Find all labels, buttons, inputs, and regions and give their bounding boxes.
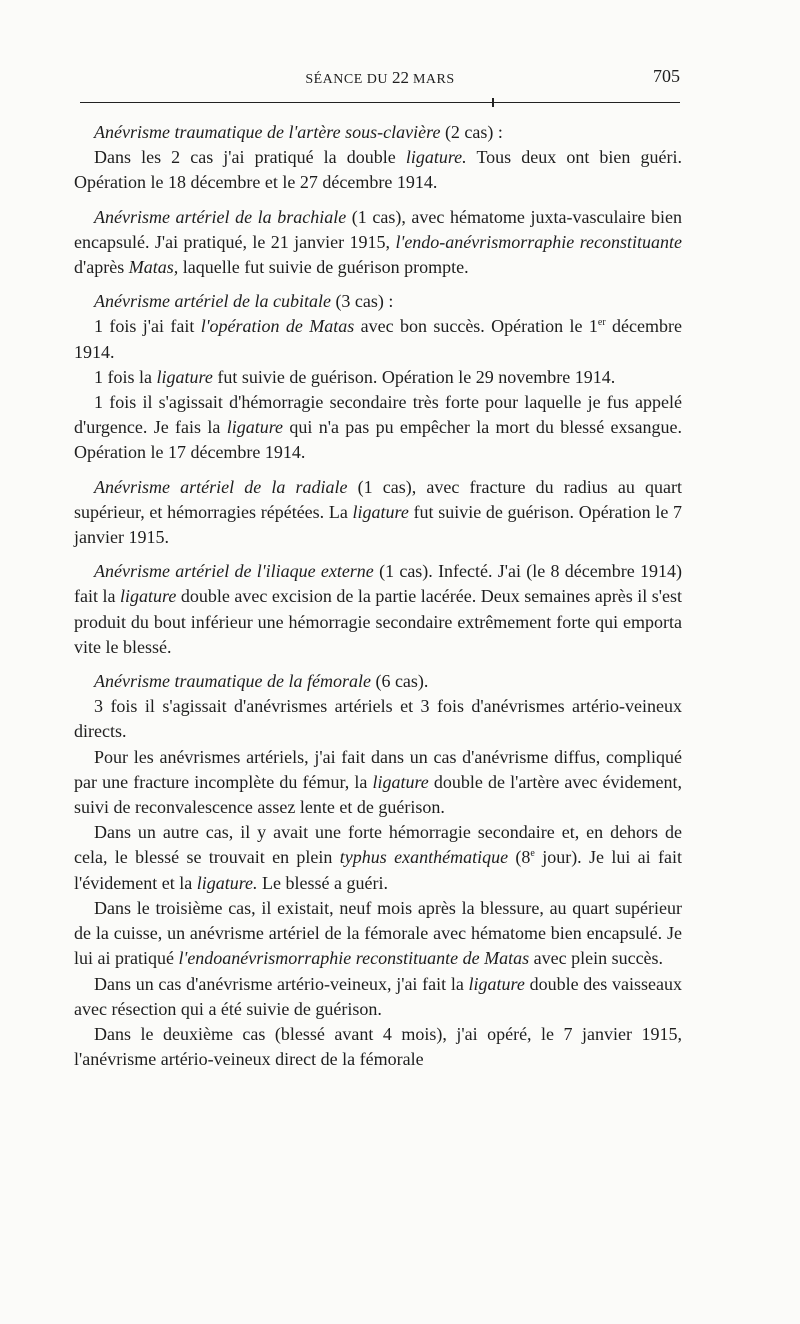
paragraph-p9 (74, 559, 682, 660)
text-run: Dans un cas d'anévrisme artério-veineux, j'ai fait la (94, 973, 469, 994)
session-month: MARS (412, 72, 455, 87)
text-run: avec bon succès. Opération le 1 (354, 316, 598, 337)
italic-run: l'endo-anévrismorraphie reconstituante (395, 231, 683, 252)
header-rule (80, 102, 680, 103)
italic-run: ligature (156, 366, 213, 387)
italic-run: Anévrisme artériel de la brachiale (94, 206, 347, 227)
text-run: (1 cas), avec fracture du radius au quart supérieur, et hémorragies répétées. La (74, 476, 682, 522)
text-run: 3 fois il s'agissait d'anévrismes artériels et 3 fois d'anévrismes artério-veineux directs. (74, 696, 682, 742)
italic-run: Matas, (128, 257, 179, 278)
text-run: qui n'a pas pu empêcher la mort du blessé exsangue. Opération le 17 décembre 1914. (74, 417, 682, 463)
italic-run: typhus exanthématique (339, 847, 509, 868)
running-head (80, 68, 680, 90)
paragraph-p14 (74, 896, 682, 972)
text-run: Pour les anévrismes artériels, j'ai fait dans un cas d'anévrisme diffus, compliqué par une fracture incomplète du fémur, la (74, 746, 682, 792)
paragraph-p1 (74, 120, 682, 145)
session-day: 22 (391, 68, 409, 87)
italic-run: ligature. (196, 872, 258, 893)
italic-run: ligature (352, 501, 409, 522)
text-run: Tous deux ont bien guéri. Opération le 18 décembre et le 27 décembre 1914. (74, 147, 682, 193)
text-run: 1 fois il s'agissait d'hémorragie secondaire très forte pour laquelle je fus appelé d'urgence. Je fais la (74, 392, 682, 438)
text-run: décembre 1914. (74, 316, 682, 362)
italic-run: Anévrisme traumatique de la fémorale (94, 671, 371, 692)
paragraph-p6 (74, 365, 682, 390)
text-run: double de l'artère avec évidement, suivi de reconvalescence assez lente et de guérison. (74, 771, 682, 818)
paragraph-p4 (74, 289, 682, 314)
text-run: avec plein succès. (529, 948, 664, 969)
text-run: laquelle fut suivie de guérison prompte. (178, 257, 469, 278)
text-run: (3 cas) : (330, 291, 394, 312)
paragraph-p16 (74, 1022, 682, 1072)
paragraph-p3 (74, 205, 682, 281)
text-run: 1 fois j'ai fait (94, 316, 201, 337)
text-run: (1 cas). Infecté. J'ai (le 8 décembre 1914) fait la (74, 561, 682, 607)
paragraph-p7 (74, 390, 682, 466)
text-run: jour). Je lui ai fait l'évidement et la (74, 847, 682, 893)
text-run: (2 cas) : (440, 122, 503, 142)
superscript: e (530, 848, 535, 860)
italic-run: ligature (372, 771, 429, 792)
paragraph-p5 (74, 314, 682, 364)
text-run: Dans un autre cas, il y avait une forte hémorragie secondaire et, en dehors de cela, le blessé se trouvait en plein (74, 822, 682, 868)
text-run: 1 fois la (94, 366, 157, 387)
text-run: (6 cas). (370, 671, 429, 692)
italic-run: l'endoanévrismorraphie reconstituante de Matas (178, 948, 530, 969)
italic-run: Anévrisme artériel de la cubitale (94, 291, 331, 312)
text-run: fut suivie de guérison. Opération le 7 janvier 1915. (74, 501, 682, 548)
text-run: double avec excision de la partie lacérée. Deux semaines après il s'est produit du bout inférieur une hémorragie secondaire extrêmement forte qui emporta vite le blessé. (74, 586, 682, 657)
page-number: 705 (653, 66, 680, 86)
italic-run: Anévrisme artériel de la radiale (94, 476, 348, 497)
text-run: double des vaisseaux avec résection qui a été suivie de guérison. (74, 973, 682, 1019)
paragraph-p11 (74, 694, 682, 744)
text-run: d'après (74, 257, 129, 278)
italic-run: ligature (120, 586, 177, 607)
paragraph-p12 (74, 745, 682, 821)
text-run: (8 (508, 847, 531, 868)
paragraph-p2 (74, 145, 682, 195)
italic-run: ligature (468, 973, 525, 994)
paragraph-p10 (74, 669, 682, 694)
italic-run: l'opération de Matas (200, 316, 355, 337)
text-run: Dans le troisième cas, il existait, neuf mois après la blessure, au quart supérieur de la cuisse, un anévrisme artériel de la fémorale avec hématome bien encapsulé. Je lui ai pratiqué (74, 897, 682, 969)
text-run: (1 cas), avec hématome juxta-vasculaire bien encapsulé. J'ai pratiqué, le 21 janvier 1915, (74, 206, 682, 252)
running-title (80, 68, 680, 88)
header-rule-mark (492, 98, 494, 107)
paragraph-p8 (74, 475, 682, 551)
text-run: Dans les 2 cas j'ai pratiqué la double (94, 147, 406, 168)
italic-run: Anévrisme artériel de l'iliaque externe (94, 561, 374, 582)
italic-run: ligature (226, 417, 284, 438)
superscript: er (597, 317, 606, 329)
text-run: fut suivie de guérison. Opération le 29 novembre 1914. (212, 366, 616, 387)
italic-run: Anévrisme traumatique de l'artère sous-clavière (94, 122, 441, 142)
text-run: Le blessé a guéri. (257, 872, 388, 893)
paragraph-p13 (74, 820, 682, 896)
seance-label: SÉANCE DU (305, 72, 388, 87)
text-run: Dans le deuxième cas (blessé avant 4 mois), j'ai opéré, le 7 janvier 1915, l'anévrisme artério-veineux direct de la fémorale (74, 1023, 682, 1070)
italic-run: ligature. (405, 147, 467, 168)
paragraph-p15 (74, 972, 682, 1022)
body-text (74, 120, 682, 1072)
